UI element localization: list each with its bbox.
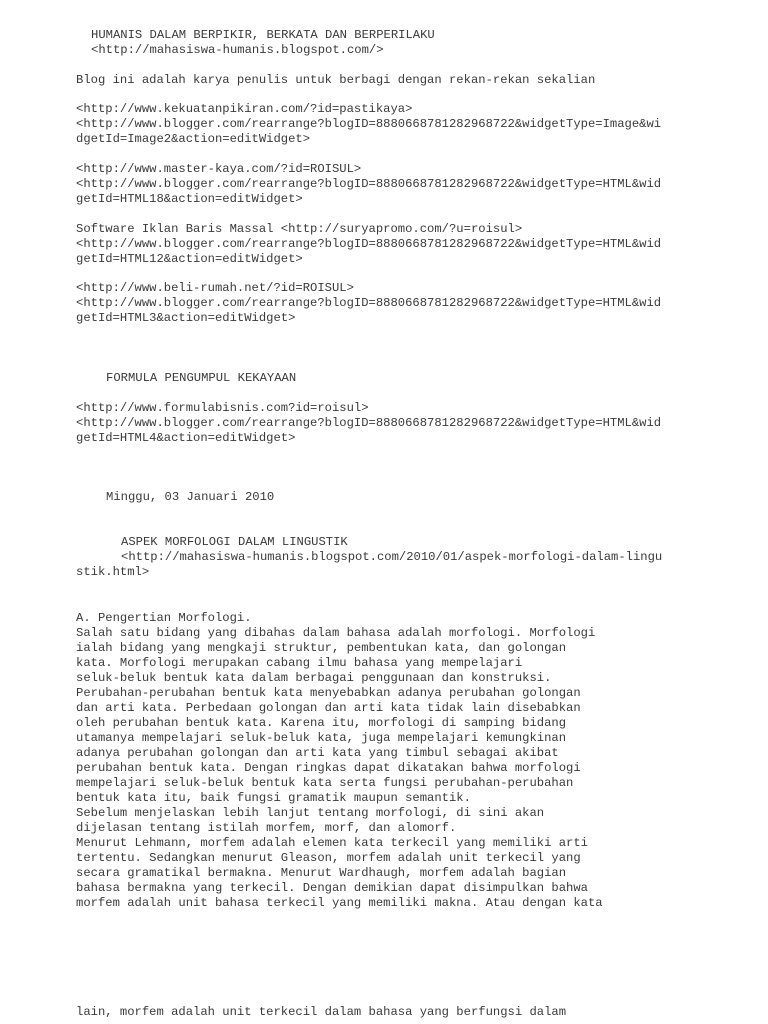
post-body-line: seluk-beluk bentuk kata dalam berbagai penggunaan dan konstruksi. bbox=[76, 671, 552, 685]
widget-link[interactable]: <http://www.beli-rumah.net/?id=ROISUL> bbox=[76, 281, 354, 295]
widget-edit-link[interactable]: getId=HTML18&action=editWidget> bbox=[76, 192, 303, 206]
blog-url-link[interactable]: <http://mahasiswa-humanis.blogspot.com/> bbox=[91, 43, 384, 57]
blog-title: HUMANIS DALAM BERPIKIR, BERKATA DAN BERPERILAKU bbox=[91, 28, 435, 42]
blog-intro: Blog ini adalah karya penulis untuk berbagi dengan rekan-rekan sekalian bbox=[76, 73, 596, 87]
post-body-line: ialah bidang yang mengkaji struktur, pembentukan kata, dan golongan bbox=[76, 641, 567, 655]
post-body-line: secara gramatikal bermakna. Menurut Wardhaugh, morfem adalah bagian bbox=[76, 866, 567, 880]
formula-link[interactable]: <http://www.formulabisnis.com?id=roisul> bbox=[76, 401, 369, 415]
post-body-line: dijelasan tentang istilah morfem, morf, dan alomorf. bbox=[76, 821, 457, 835]
post-body-line: bentuk kata itu, baik fungsi gramatik maupun semantik. bbox=[76, 791, 471, 805]
post-url-link[interactable]: stik.html> bbox=[76, 565, 150, 579]
post-body-line: Sebelum menjelaskan lebih lanjut tentang morfologi, di sini akan bbox=[76, 806, 545, 820]
widget-edit-link[interactable]: <http://www.blogger.com/rearrange?blogID=8880668781282968722&widgetType=HTML&wid bbox=[76, 237, 662, 251]
post-body-line: kata. Morfologi merupakan cabang ilmu bahasa yang mempelajari bbox=[76, 656, 523, 670]
post-date: Minggu, 03 Januari 2010 bbox=[106, 490, 275, 504]
post-body-line: perubahan bentuk kata. Dengan ringkas dapat dikatakan bahwa morfologi bbox=[76, 761, 581, 775]
post-title: ASPEK MORFOLOGI DALAM LINGUSTIK bbox=[121, 535, 348, 549]
widget-link[interactable]: Software Iklan Baris Massal <http://suryapromo.com/?u=roisul> bbox=[76, 222, 523, 236]
post-body-line: mempelajari seluk-beluk bentuk kata serta fungsi perubahan-perubahan bbox=[76, 776, 574, 790]
post-body-line: tertentu. Sedangkan menurut Gleason, morfem adalah unit terkecil yang bbox=[76, 851, 581, 865]
widget-link[interactable]: <http://www.master-kaya.com/?id=ROISUL> bbox=[76, 162, 362, 176]
post-body-line: dan arti kata. Perbedaan golongan dan arti kata tidak lain disebabkan bbox=[76, 701, 581, 715]
post-body-line: adanya perubahan golongan dan arti kata yang timbul sebagai akibat bbox=[76, 746, 559, 760]
post-body-line: Salah satu bidang yang dibahas dalam bahasa adalah morfologi. Morfologi bbox=[76, 626, 596, 640]
post-body-line: Menurut Lehmann, morfem adalah elemen kata terkecil yang memiliki arti bbox=[76, 836, 588, 850]
widget-edit-link[interactable]: getId=HTML3&action=editWidget> bbox=[76, 311, 296, 325]
widget-edit-link[interactable]: <http://www.blogger.com/rearrange?blogID=8880668781282968722&widgetType=Image&wi bbox=[76, 117, 662, 131]
widget-edit-link[interactable]: getId=HTML12&action=editWidget> bbox=[76, 252, 303, 266]
post-body-continuation: lain, morfem adalah unit terkecil dalam bahasa yang berfungsi dalam bbox=[76, 1005, 567, 1019]
post-body-line: oleh perubahan bentuk kata. Karena itu, morfologi di samping bidang bbox=[76, 716, 567, 730]
post-body-line: A. Pengertian Morfologi. bbox=[76, 611, 252, 625]
widget-link[interactable]: <http://www.kekuatanpikiran.com/?id=pastikaya> bbox=[76, 102, 413, 116]
post-body-line: Perubahan-perubahan bentuk kata menyebabkan adanya perubahan golongan bbox=[76, 686, 581, 700]
post-body bbox=[76, 611, 696, 921]
widget-edit-link[interactable]: <http://www.blogger.com/rearrange?blogID=8880668781282968722&widgetType=HTML&wid bbox=[76, 296, 662, 310]
widget-edit-link[interactable]: <http://www.blogger.com/rearrange?blogID=8880668781282968722&widgetType=HTML&wid bbox=[76, 416, 662, 430]
post-body-line: bahasa bermakna yang terkecil. Dengan demikian dapat disimpulkan bahwa bbox=[76, 881, 588, 895]
widget-edit-link[interactable]: getId=HTML4&action=editWidget> bbox=[76, 431, 296, 445]
post-url-link[interactable]: <http://mahasiswa-humanis.blogspot.com/2010/01/aspek-morfologi-dalam-lingu bbox=[121, 550, 663, 564]
formula-heading: FORMULA PENGUMPUL KEKAYAAN bbox=[106, 371, 297, 385]
post-body-line: morfem adalah unit bahasa terkecil yang memiliki makna. Atau dengan kata bbox=[76, 896, 603, 910]
widget-edit-link[interactable]: <http://www.blogger.com/rearrange?blogID=8880668781282968722&widgetType=HTML&wid bbox=[76, 177, 662, 191]
post-body-line: utamanya mempelajari seluk-beluk kata, juga mempelajari kemungkinan bbox=[76, 731, 567, 745]
widget-edit-link[interactable]: dgetId=Image2&action=editWidget> bbox=[76, 132, 311, 146]
